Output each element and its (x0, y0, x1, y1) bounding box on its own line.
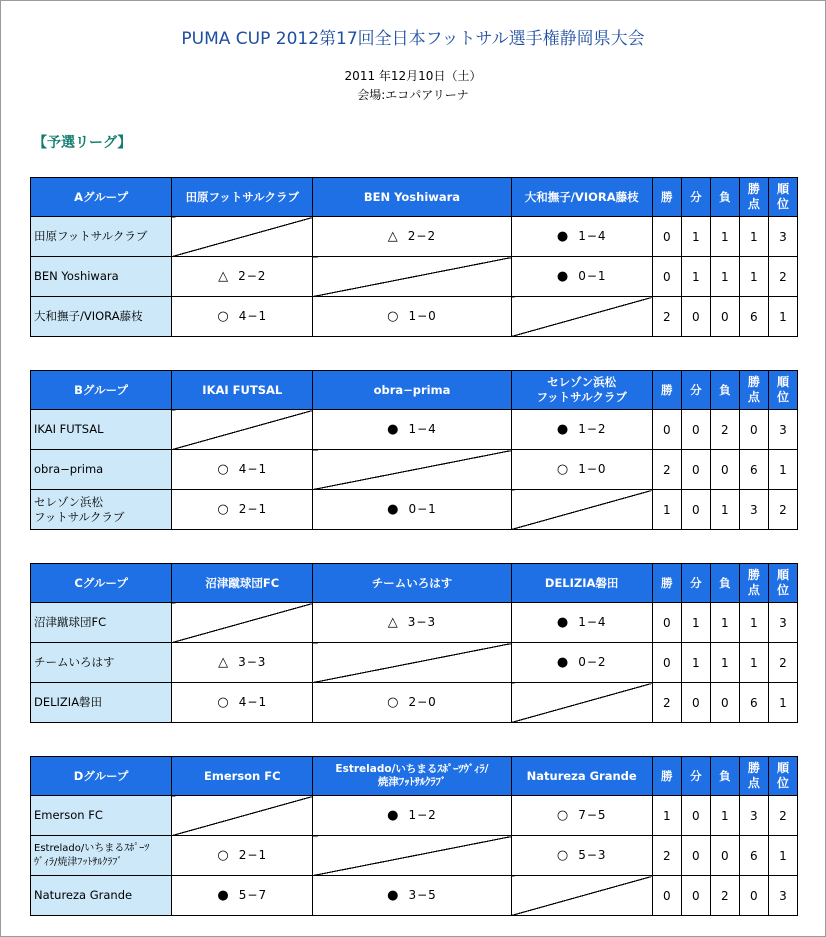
result-symbol: ● (556, 615, 570, 630)
stat-value: 0 (710, 297, 739, 337)
stat-header: 分 (681, 564, 710, 603)
result-score: 5−3 (578, 848, 607, 862)
table-row (31, 643, 798, 683)
result-score: 4−1 (238, 462, 268, 476)
stat-value: 0 (681, 490, 710, 530)
result-score: 0−1 (408, 502, 437, 516)
result-score: 7−5 (578, 808, 607, 822)
result-score: 2−1 (238, 848, 268, 862)
stat-value: 0 (681, 410, 710, 450)
stat-value: 0 (652, 643, 681, 683)
row-team: Natureza Grande (31, 876, 172, 916)
stat-value: 6 (739, 297, 768, 337)
diagonal-cell (172, 603, 313, 643)
match-result (172, 643, 313, 683)
table-row (31, 297, 798, 337)
table-row (31, 410, 798, 450)
diagonal-cell (172, 796, 313, 836)
match-result (511, 410, 652, 450)
diagonal-cell (313, 257, 511, 297)
header-team: Natureza Grande (511, 757, 652, 796)
stat-value: 2 (652, 836, 681, 876)
stat-value: 0 (681, 683, 710, 723)
match-result (511, 643, 652, 683)
stat-value: 3 (768, 876, 797, 916)
result-score: 4−1 (238, 695, 268, 709)
stat-value: 1 (652, 796, 681, 836)
result-symbol: ○ (217, 462, 230, 477)
diagonal-cell (313, 643, 511, 683)
stat-header: 負 (710, 757, 739, 796)
stat-header: 勝 (652, 757, 681, 796)
stat-value: 3 (768, 603, 797, 643)
group-table-b (30, 370, 798, 530)
diagonal-cell (511, 683, 652, 723)
stat-value: 3 (739, 796, 768, 836)
stat-value: 1 (681, 257, 710, 297)
match-result (172, 876, 313, 916)
match-result (172, 490, 313, 530)
result-symbol: ● (387, 422, 400, 437)
stat-value: 1 (739, 603, 768, 643)
stat-value: 6 (739, 836, 768, 876)
result-symbol: △ (387, 615, 399, 630)
header-team: obra−prima (313, 371, 511, 410)
table-row (31, 217, 798, 257)
stat-value: 0 (681, 876, 710, 916)
result-symbol: ● (556, 422, 570, 437)
stat-value: 1 (739, 257, 768, 297)
stat-value: 0 (652, 410, 681, 450)
stat-header: 順 位 (768, 178, 797, 217)
result-symbol: ● (556, 655, 570, 670)
result-symbol: ○ (217, 309, 230, 324)
result-score: 2−0 (408, 695, 437, 709)
match-result (511, 217, 652, 257)
stat-value: 2 (768, 490, 797, 530)
stat-header: 勝 点 (739, 371, 768, 410)
result-symbol: ● (387, 888, 400, 903)
row-team: チームいろはす (31, 643, 172, 683)
group-header-row (31, 178, 798, 217)
stat-value: 1 (768, 683, 797, 723)
group-header-row (31, 757, 798, 796)
result-score: 1−4 (578, 615, 607, 629)
event-info (0, 67, 826, 105)
stat-header: 分 (681, 757, 710, 796)
stat-header: 負 (710, 178, 739, 217)
match-result (172, 683, 313, 723)
result-score: 0−2 (578, 655, 607, 669)
stat-value: 1 (710, 490, 739, 530)
result-score: 1−0 (408, 309, 437, 323)
diagonal-cell (511, 490, 652, 530)
header-team: 沼津蹴球団FC (172, 564, 313, 603)
table-row (31, 450, 798, 490)
match-result (172, 297, 313, 337)
row-team: Emerson FC (31, 796, 172, 836)
result-score: 1−0 (578, 462, 607, 476)
stat-header: 勝 点 (739, 757, 768, 796)
stat-value: 6 (739, 683, 768, 723)
match-result (172, 450, 313, 490)
result-symbol: ○ (556, 848, 570, 863)
header-team: IKAI FUTSAL (172, 371, 313, 410)
result-score: 4−1 (238, 309, 268, 323)
table-row (31, 876, 798, 916)
stat-value: 1 (681, 603, 710, 643)
group-name: Dグループ (31, 757, 172, 796)
stat-value: 1 (768, 836, 797, 876)
stat-value: 1 (710, 217, 739, 257)
stat-header: 勝 (652, 564, 681, 603)
header-team: 大和撫子/VIORA藤枝 (511, 178, 652, 217)
stat-value: 2 (652, 297, 681, 337)
result-score: 5−7 (238, 888, 268, 902)
result-symbol: ○ (217, 695, 230, 710)
match-result (313, 603, 511, 643)
stat-value: 0 (710, 683, 739, 723)
stat-value: 2 (710, 876, 739, 916)
stat-header: 勝 点 (739, 178, 768, 217)
result-score: 1−4 (578, 229, 607, 243)
event-date: 2011 年12月10日（土） (344, 69, 482, 83)
page-title: PUMA CUP 2012第17回全日本フットサル選手権静岡県大会 (181, 29, 645, 49)
row-team: 田原フットサルクラブ (31, 217, 172, 257)
diagonal-cell (313, 836, 511, 876)
group-name: Aグループ (31, 178, 172, 217)
result-symbol: △ (387, 229, 399, 244)
result-symbol: ● (556, 269, 570, 284)
result-score: 1−2 (578, 422, 607, 436)
stat-value: 0 (652, 217, 681, 257)
result-score: 3−3 (238, 655, 267, 669)
stat-value: 0 (652, 876, 681, 916)
stat-header: 順 位 (768, 564, 797, 603)
result-symbol: ○ (387, 695, 400, 710)
stat-value: 0 (681, 450, 710, 490)
row-team: DELIZIA磐田 (31, 683, 172, 723)
match-result (313, 876, 511, 916)
stat-value: 2 (652, 683, 681, 723)
match-result (511, 257, 652, 297)
stat-value: 1 (710, 603, 739, 643)
table-row (31, 796, 798, 836)
stat-header: 勝 (652, 371, 681, 410)
match-result (313, 796, 511, 836)
result-symbol: ● (217, 888, 230, 903)
section-label: 【予選リーグ】 (33, 135, 132, 151)
stat-value: 2 (768, 257, 797, 297)
table-row (31, 603, 798, 643)
stat-value: 1 (739, 643, 768, 683)
table-row (31, 257, 798, 297)
group-name: Bグループ (31, 371, 172, 410)
result-symbol: ○ (217, 502, 230, 517)
result-symbol: ○ (387, 309, 400, 324)
stat-value: 1 (739, 217, 768, 257)
match-result (172, 257, 313, 297)
match-result (313, 410, 511, 450)
stat-header: 分 (681, 178, 710, 217)
stat-value: 0 (652, 603, 681, 643)
match-result (511, 836, 652, 876)
header-team: チームいろはす (313, 564, 511, 603)
row-team: Estrelado/いちまるｽﾎﾟｰﾂ ｳﾞｨﾗ/焼津ﾌｯﾄｻﾙｸﾗﾌﾞ (31, 836, 172, 876)
stat-value: 2 (768, 796, 797, 836)
group-table-d (30, 756, 798, 916)
diagonal-cell (172, 217, 313, 257)
result-score: 1−2 (408, 808, 437, 822)
row-team: obra−prima (31, 450, 172, 490)
result-symbol: ○ (217, 848, 230, 863)
group-table-a (30, 177, 798, 337)
header-team: BEN Yoshiwara (313, 178, 511, 217)
stat-value: 0 (652, 257, 681, 297)
stat-value: 0 (710, 836, 739, 876)
match-result (511, 603, 652, 643)
match-result (313, 297, 511, 337)
header-team: セレゾン浜松 フットサルクラブ (511, 371, 652, 410)
stat-value: 2 (768, 643, 797, 683)
stat-value: 0 (681, 796, 710, 836)
result-score: 3−5 (408, 888, 437, 902)
group-header-row (31, 564, 798, 603)
stat-header: 順 位 (768, 371, 797, 410)
row-team: 大和撫子/VIORA藤枝 (31, 297, 172, 337)
match-result (511, 450, 652, 490)
row-team: BEN Yoshiwara (31, 257, 172, 297)
result-symbol: ○ (556, 808, 570, 823)
stat-header: 分 (681, 371, 710, 410)
result-score: 2−2 (238, 269, 267, 283)
stat-value: 0 (739, 876, 768, 916)
stat-value: 1 (652, 490, 681, 530)
group-header-row (31, 371, 798, 410)
stat-value: 0 (681, 297, 710, 337)
table-row (31, 836, 798, 876)
header-team: DELIZIA磐田 (511, 564, 652, 603)
group-table-c (30, 563, 798, 723)
table-row (31, 683, 798, 723)
group-name: Cグループ (31, 564, 172, 603)
row-team: 沼津蹴球団FC (31, 603, 172, 643)
diagonal-cell (511, 297, 652, 337)
stat-value: 0 (739, 410, 768, 450)
match-result (172, 836, 313, 876)
result-score: 0−1 (578, 269, 607, 283)
stat-value: 1 (710, 643, 739, 683)
stat-value: 0 (681, 836, 710, 876)
match-result (313, 490, 511, 530)
row-team: IKAI FUTSAL (31, 410, 172, 450)
row-team: セレゾン浜松 フットサルクラブ (31, 490, 172, 530)
result-symbol: ○ (556, 462, 570, 477)
result-score: 2−2 (407, 229, 437, 243)
result-score: 1−4 (408, 422, 437, 436)
diagonal-cell (313, 450, 511, 490)
stat-value: 2 (652, 450, 681, 490)
header-team: Estrelado/いちまるｽﾎﾟｰﾂｳﾞｨﾗ/ 焼津ﾌｯﾄｻﾙｸﾗﾌﾞ (313, 757, 511, 796)
stat-header: 負 (710, 371, 739, 410)
match-result (313, 217, 511, 257)
match-result (313, 683, 511, 723)
result-symbol: △ (218, 269, 230, 284)
stat-value: 6 (739, 450, 768, 490)
header-team: Emerson FC (172, 757, 313, 796)
stat-header: 勝 点 (739, 564, 768, 603)
table-row (31, 490, 798, 530)
stat-header: 負 (710, 564, 739, 603)
stat-value: 3 (768, 217, 797, 257)
stat-value: 3 (739, 490, 768, 530)
diagonal-cell (172, 410, 313, 450)
stat-header: 勝 (652, 178, 681, 217)
stat-value: 1 (710, 796, 739, 836)
result-score: 3−3 (407, 615, 437, 629)
diagonal-cell (511, 876, 652, 916)
header-team: 田原フットサルクラブ (172, 178, 313, 217)
stat-value: 0 (710, 450, 739, 490)
result-score: 2−1 (238, 502, 268, 516)
result-symbol: ● (387, 502, 400, 517)
stat-value: 1 (768, 450, 797, 490)
match-result (511, 796, 652, 836)
stat-value: 1 (768, 297, 797, 337)
stat-value: 3 (768, 410, 797, 450)
stat-value: 1 (681, 643, 710, 683)
result-symbol: ● (387, 808, 400, 823)
stat-value: 1 (710, 257, 739, 297)
stat-header: 順 位 (768, 757, 797, 796)
stat-value: 1 (681, 217, 710, 257)
event-venue: 会場:エコパアリーナ (357, 88, 469, 102)
result-symbol: △ (218, 655, 230, 670)
stat-value: 2 (710, 410, 739, 450)
result-symbol: ● (556, 229, 570, 244)
